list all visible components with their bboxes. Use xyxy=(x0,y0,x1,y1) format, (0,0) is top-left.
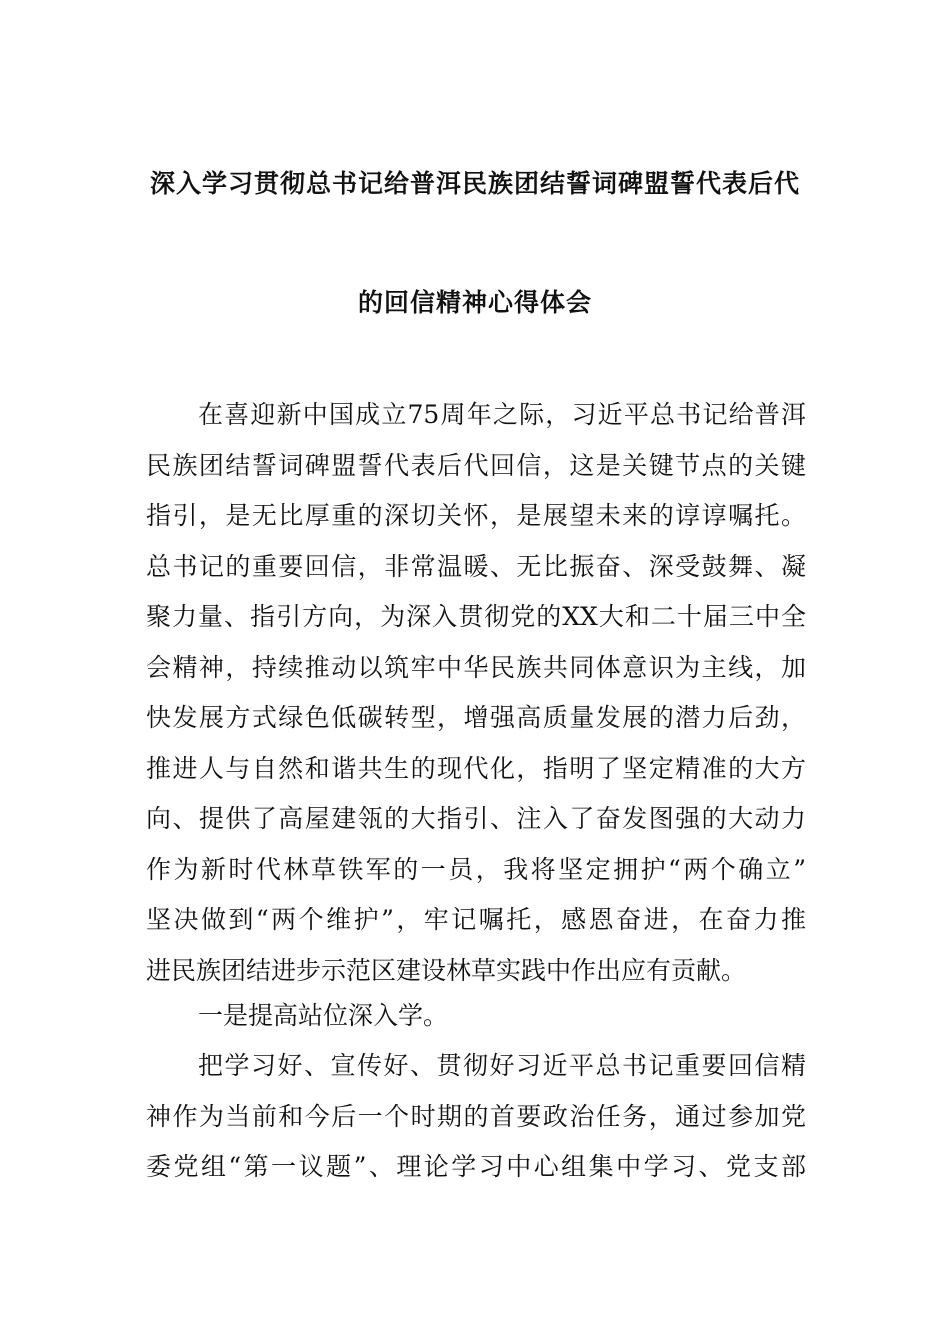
paragraph-line: 总书记的重要回信，非常温暖、无比振奋、深受鼓舞、凝 xyxy=(146,551,806,581)
paragraph-2 xyxy=(146,1041,806,1193)
paragraph-1 xyxy=(146,390,806,996)
paragraph-line: 快发展方式绿色低碳转型，增强高质量发展的潜力后劲， xyxy=(146,703,806,732)
paragraph-line: 向、提供了高屋建瓴的大指引、注入了奋发图强的大动力 xyxy=(146,804,806,833)
paragraph-line: 聚力量、指引方向，为深入贯彻党的XX大和二十届三中全 xyxy=(146,602,806,631)
document-title-line-2: 的回信精神心得体会 xyxy=(357,288,592,317)
paragraph-line: 委党组“第一议题”、理论学习中心组集中学习、党支部 xyxy=(146,1152,806,1181)
paragraph-line: 神作为当前和今后一个时期的首要政治任务，通过参加党 xyxy=(146,1101,806,1131)
document-title-line-1: 深入学习贯彻总书记给普洱民族团结誓词碑盟誓代表后代 xyxy=(149,169,800,198)
section-heading xyxy=(146,991,806,1042)
paragraph-line: 在喜迎新中国成立75周年之际，习近平总书记给普洱 xyxy=(198,400,806,429)
paragraph-line: 作为新时代林草铁军的一员，我将坚定拥护“两个确立” xyxy=(146,854,806,884)
paragraph-line: 进民族团结进步示范区建设林草实践中作出应有贡献。 xyxy=(146,955,747,985)
paragraph-line: 坚决做到“两个维护”，牢记嘱托，感恩奋进，在奋力推 xyxy=(146,905,806,934)
paragraph-line: 把学习好、宣传好、贯彻好习近平总书记重要回信精 xyxy=(198,1051,806,1080)
paragraph-line: 指引，是无比厚重的深切关怀，是展望未来的谆谆嘱托。 xyxy=(146,501,806,530)
paragraph-line: 会精神，持续推动以筑牢中华民族共同体意识为主线，加 xyxy=(146,652,806,682)
paragraph-line: 推进人与自然和谐共生的现代化，指明了坚定精准的大方 xyxy=(146,753,806,783)
section-heading-text: 一是提高站位深入学。 xyxy=(198,1001,449,1030)
paragraph-line: 民族团结誓词碑盟誓代表后代回信，这是关键节点的关键 xyxy=(146,450,806,480)
